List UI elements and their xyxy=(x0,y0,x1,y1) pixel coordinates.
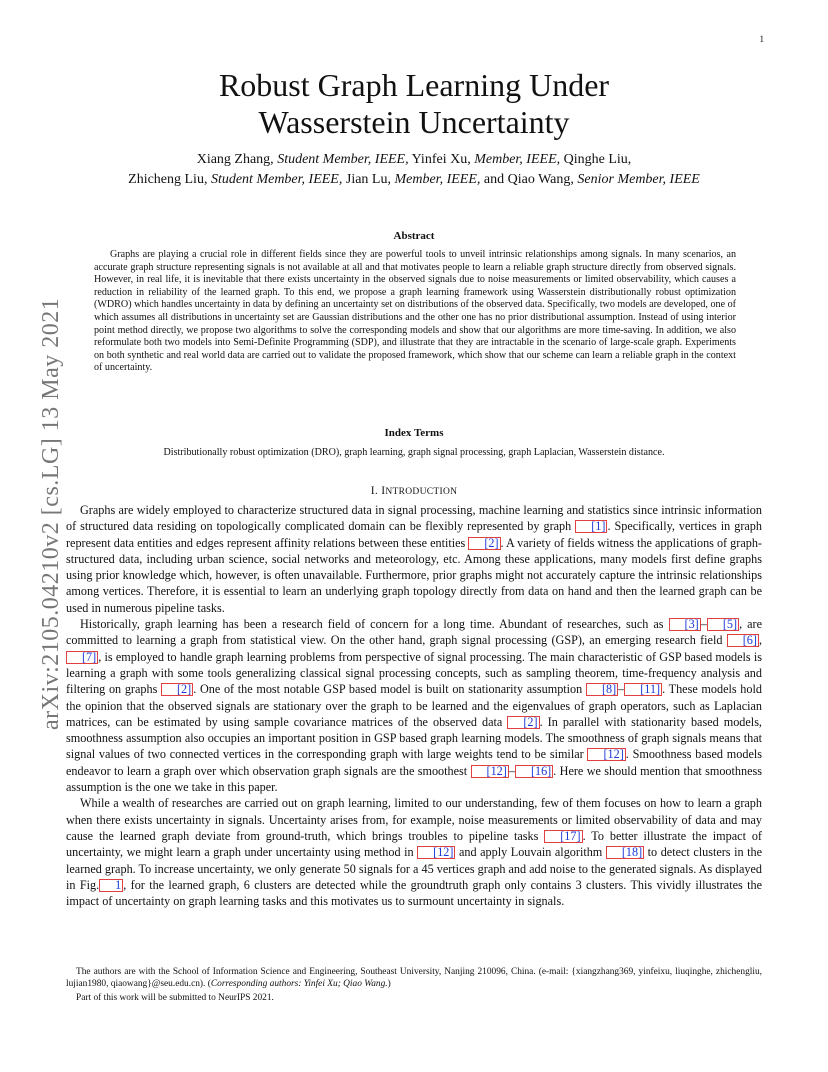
text-run: , is employed to handle graph learning problems from perspective of signal processing. The main characteristic of GSP based models is learning a graph with some tools generalizing classical signal processing concepts, such as sampling theorem, time-frequency analysis and filtering on graphs xyxy=(66,649,762,697)
text-run: ) xyxy=(387,979,391,989)
text-run: , for the learned graph, 6 clusters are detected while the groundtruth graph only contains 3 clusters. This vividly illustrates the impact of uncertainty on graph learning tasks and this motivates us to surmount uncertainty in signals. xyxy=(66,877,762,909)
section-heading xyxy=(0,485,828,497)
citation-link[interactable]: [12] xyxy=(587,748,625,761)
citation-link[interactable]: [18] xyxy=(606,846,644,859)
citation-link[interactable]: [6] xyxy=(727,634,759,647)
citation-link[interactable]: [12] xyxy=(471,765,509,778)
abstract-text: Graphs are playing a crucial role in different fields since they are powerful tools to unveil intrinsic relationships among signals. In many scenarios, an accurate graph structure representing signals is not available at all and that motivates people to learn a reliable graph structure directly from observed signals. However, in real life, it is inevitable that there exists uncertainty in the observed signals due to noise measurements or limited observability, which causes a reduction in reliability of the learned graph. To this end, we propose a graph learning framework using Wasserstein distributionally robust optimization (WDRO) which handles uncertainty in data by defining an uncertainty set on distributions of the observed data. Specifically, two models are developed, one of which assumes all distributions in uncertainty set are Gaussian distributions and the other one has no prior distributional assumption. Instead of using interior point method directly, we propose two algorithms to solve the corresponding models and show that our algorithms are more time-saving. In addition, we also reformulate both two models into Semi-Definite Programming (SDP), and illustrate that they are intractable in the scenario of large-scale graph. Experiments on both synthetic and real world data are carried out to validate the proposed framework, which show that our scheme can learn a reliable graph in the context of uncertainty. xyxy=(94,249,736,374)
title-line-1: Robust Graph Learning Under xyxy=(218,67,610,103)
citation-link[interactable]: [8] xyxy=(586,683,618,696)
title-line-2: Wasserstein Uncertainty xyxy=(258,104,570,140)
text-run: Historically, graph learning has been a research field of concern for a long time. Abundant of researches, such as xyxy=(80,617,669,632)
text-run: – xyxy=(508,763,515,778)
author-role: Senior Member, IEEE xyxy=(577,172,700,187)
corresponding-authors: Corresponding authors: Yinfei Xu; Qiao Wang. xyxy=(210,979,388,989)
body-text xyxy=(66,502,762,909)
author-list xyxy=(80,150,748,190)
footnote-submission: Part of this work will be submitted to NeurIPS 2021. xyxy=(76,993,274,1003)
author-name: and Qiao Wang, xyxy=(483,172,574,187)
index-terms-heading: Index Terms xyxy=(384,427,444,439)
text-run: to detect clusters in the learned graph. To increase uncertainty, we only generate 50 signals for a 45 vertices graph and add noise to the generated signals. As displayed in Fig. xyxy=(66,845,762,892)
text-run: . In parallel with stationarity based models, smoothness assumption also occupies an important position in GSP based graph learning models. The smoothness of graph signals means that signal values of two connected vertices in the corresponding graph with large weights tend to be similar xyxy=(66,714,762,762)
author-name: Xiang Zhang, xyxy=(196,152,274,167)
figure-link[interactable]: 1 xyxy=(99,879,123,892)
text-run: . Here we should mention that smoothness assumption is the one we take in this paper. xyxy=(66,763,762,795)
text-run: . Specifically, vertices in graph represent data entities and edges represent affinity relations between these entities xyxy=(66,519,762,550)
author-name: Qinghe Liu, xyxy=(563,152,632,167)
text-run: The authors are with the School of Information Science and Engineering, Southeast University, Nanjing 210096, China. (e-mail: {xiangzhang369, yinfeixu, liuqinghe, zhichengliu, lujian1980, qiaowang}@seu.edu.cn). ( xyxy=(66,967,762,989)
citation-link[interactable]: [16] xyxy=(515,765,553,778)
text-run: , xyxy=(758,633,762,648)
text-run: . These models hold the opinion that the observed signals are stationary over the graph to be learned and the eigenvalues of graph operators, such as Laplacian matrices, can be estimated by using sample covariance matrices of the observed data xyxy=(66,682,762,729)
section-title-cap: I xyxy=(381,485,386,497)
citation-link[interactable]: [5] xyxy=(707,618,739,631)
page-number: 1 xyxy=(759,34,764,44)
text-run: , are committed to learning a graph from statistical view. On the other hand, graph signal processing (GSP), an emerging research field xyxy=(66,617,762,648)
arxiv-stamp: arXiv:2105.04210v2 [cs.LG] 13 May 2021 xyxy=(38,297,64,730)
text-run: . A variety of fields witness the applications of graph-structured data, including urban science, social networks and meteorology, etc. Among these applications, many models first define graphs using prior knowledge which, however, is often unavailable. Furthermore, prior graphs might not accurately capture the intrinsic relationships among vertices. Therefore, it is essential to learn an underlying graph topology directly from data on hand and then the learned graph can be used in numerous pipeline tasks. xyxy=(66,535,762,615)
section-title-rest: NTRODUCTION xyxy=(385,487,458,497)
citation-link[interactable]: [7] xyxy=(66,651,98,664)
text-run: While a wealth of researches are carried out on graph learning, limited to our understanding, few of them focuses on how to learn a graph when there exists uncertainty in signals. Uncertainty arises from, for example, noise measurements or limited observability of data and may cause the learned graph deviate from ground-truth, which brings troubles to pipeline tasks xyxy=(66,796,762,843)
citation-link[interactable]: [3] xyxy=(669,618,701,631)
citation-link[interactable]: [17] xyxy=(544,830,582,843)
author-name: Jian Lu, xyxy=(345,172,391,187)
author-name: Yinfei Xu, xyxy=(411,152,471,167)
citation-link[interactable]: [11] xyxy=(624,683,662,696)
text-run: Graphs are widely employed to characterize structured data in signal processing, machine learning and statistics since intrinsic information of structured data residing on topologically complicated domain can be flexibly represented by graph xyxy=(66,503,762,534)
footnote-affiliation xyxy=(66,966,762,990)
author-role: Student Member, IEEE, xyxy=(277,152,409,167)
author-role: Student Member, IEEE, xyxy=(210,172,343,187)
author-role: Member, IEEE, xyxy=(474,152,561,167)
paragraph xyxy=(66,795,762,909)
paragraph xyxy=(66,502,762,616)
text-run: – xyxy=(618,682,625,697)
author-role: Member, IEEE, xyxy=(394,172,481,187)
text-run: . Smoothness based models endeavor to learn a graph over which observation graph signals are the smoothest xyxy=(66,747,762,778)
citation-link[interactable]: [2] xyxy=(468,537,500,550)
paper-title xyxy=(0,67,828,141)
citation-link[interactable]: [12] xyxy=(417,846,455,859)
section-number: I. xyxy=(370,485,379,497)
citation-link[interactable]: [1] xyxy=(575,520,607,533)
text-run: – xyxy=(700,617,707,632)
abstract-heading: Abstract xyxy=(393,230,435,242)
text-run: . One of the most notable GSP based model is built on stationarity assumption xyxy=(193,682,586,697)
index-terms-text: Distributionally robust optimization (DRO), graph learning, graph signal processing, graph Laplacian, Wasserstein distance. xyxy=(163,447,665,458)
text-run: and apply Louvain algorithm xyxy=(455,845,606,860)
paragraph xyxy=(66,616,762,795)
text-run: . To better illustrate the impact of uncertainty, we might learn a graph under uncertainty using method in xyxy=(66,828,762,860)
author-name: Zhicheng Liu, xyxy=(128,172,208,187)
citation-link[interactable]: [2] xyxy=(161,683,193,696)
citation-link[interactable]: [2] xyxy=(507,716,539,729)
